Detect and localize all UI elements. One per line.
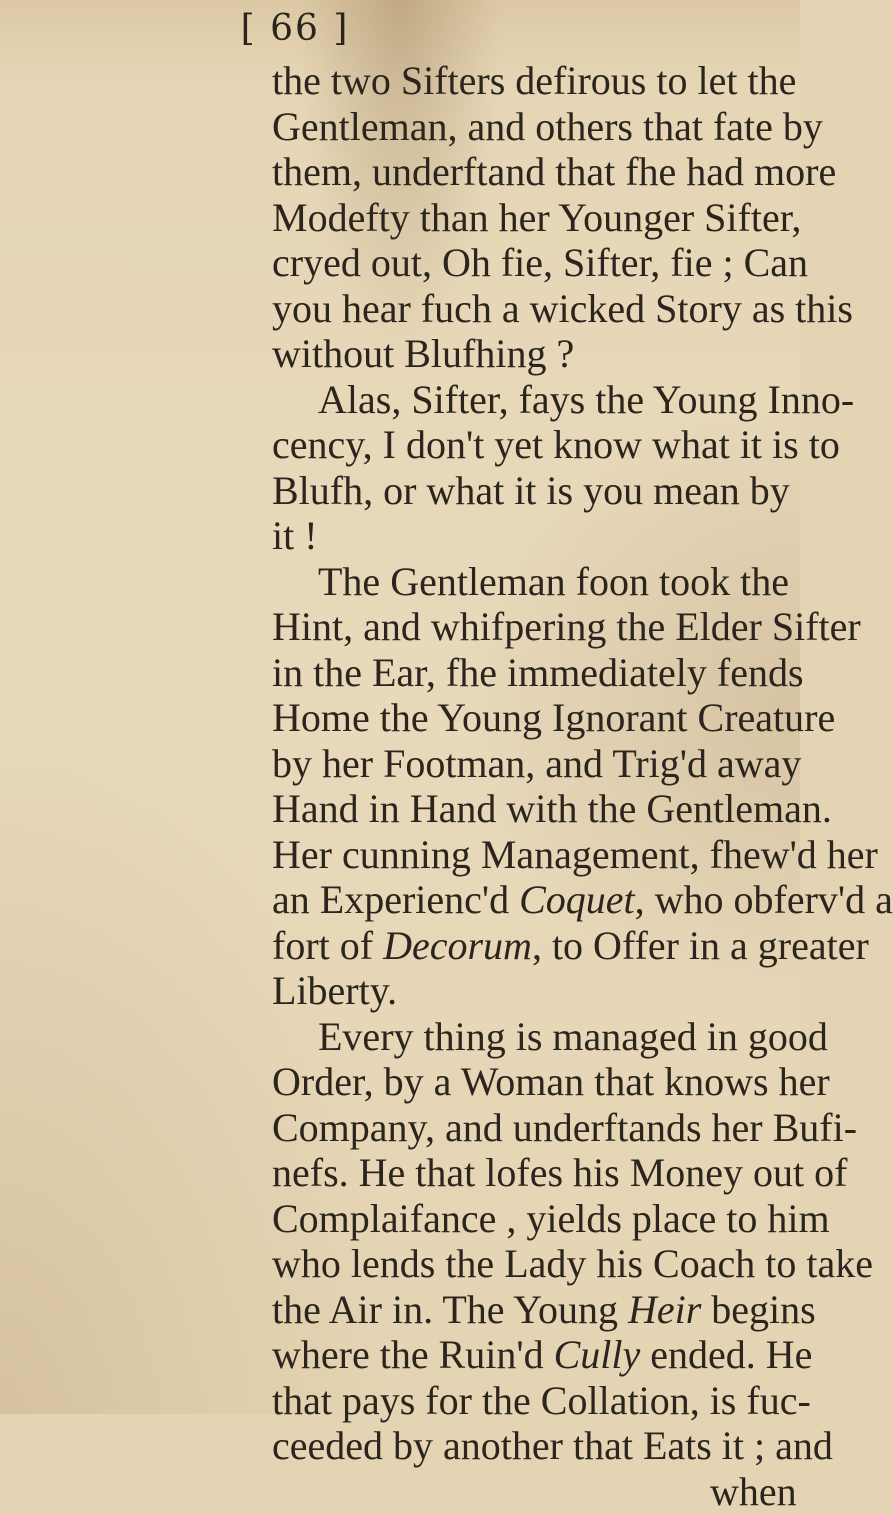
text-line — [272, 1332, 758, 1378]
text-line: that pays for the Collation, is fuc- — [272, 1378, 758, 1424]
text-line: Order, by a Woman that knows her — [272, 1059, 758, 1105]
text-line: Company, and underftands her Bufi- — [272, 1105, 758, 1151]
italic-word: Coquet — [519, 877, 635, 922]
text-line: the two Sifters defirous to let the — [272, 58, 758, 104]
text-segment: begins — [701, 1287, 815, 1332]
text-line: Liberty. — [272, 968, 758, 1014]
text-line: Complaifance , yields place to him — [272, 1196, 758, 1242]
text-line: Her cunning Management, fhew'd her — [272, 832, 758, 878]
text-line: cryed out, Oh fie, Sifter, fie ; Can — [272, 240, 758, 286]
text-line — [272, 1287, 758, 1333]
text-segment: , who obferv'd a — [635, 877, 893, 922]
text-segment: the Air in. The Young — [272, 1287, 628, 1332]
text-line: them, underftand that fhe had more — [272, 149, 758, 195]
text-line — [272, 877, 758, 923]
text-line: Gentleman, and others that fate by — [272, 104, 758, 150]
text-segment: where the Ruin'd — [272, 1332, 554, 1377]
text-line: without Blufhing ? — [272, 331, 758, 377]
text-line — [272, 923, 758, 969]
page-number: [ 66 ] — [0, 8, 800, 49]
text-line: you hear fuch a wicked Story as this — [272, 286, 758, 332]
text-line: by her Footman, and Trig'd away — [272, 741, 758, 787]
text-line: The Gentleman foon took the — [318, 559, 758, 605]
italic-word: Cully — [554, 1332, 641, 1377]
text-line: Modefty than her Younger Sifter, — [272, 195, 758, 241]
text-line: Hint, and whifpering the Elder Sifter — [272, 604, 758, 650]
text-segment: , to Offer in a greater — [532, 923, 869, 968]
text-line: when — [710, 1469, 800, 1514]
text-line: Hand in Hand with the Gentleman. — [272, 786, 758, 832]
text-line: who lends the Lady his Coach to take — [272, 1241, 758, 1287]
text-segment: fort of — [272, 923, 383, 968]
body-text — [0, 58, 800, 1514]
text-line: cency, I don't yet know what it is to — [272, 422, 758, 468]
italic-word: Decorum — [383, 923, 532, 968]
text-line: Blufh, or what it is you mean by — [272, 468, 758, 514]
text-line: nefs. He that lofes his Money out of — [272, 1150, 758, 1196]
text-segment: an Experienc'd — [272, 877, 519, 922]
text-line: it ! — [272, 513, 758, 559]
text-line: Home the Young Ignorant Creature — [272, 695, 758, 741]
text-segment: ended. He — [640, 1332, 812, 1377]
text-line: ceeded by another that Eats it ; and — [272, 1423, 758, 1469]
text-line: Every thing is managed in good — [318, 1014, 758, 1060]
text-line: in the Ear, fhe immediately fends — [272, 650, 758, 696]
text-line: Alas, Sifter, fays the Young Inno- — [318, 377, 758, 423]
italic-word: Heir — [628, 1287, 701, 1332]
